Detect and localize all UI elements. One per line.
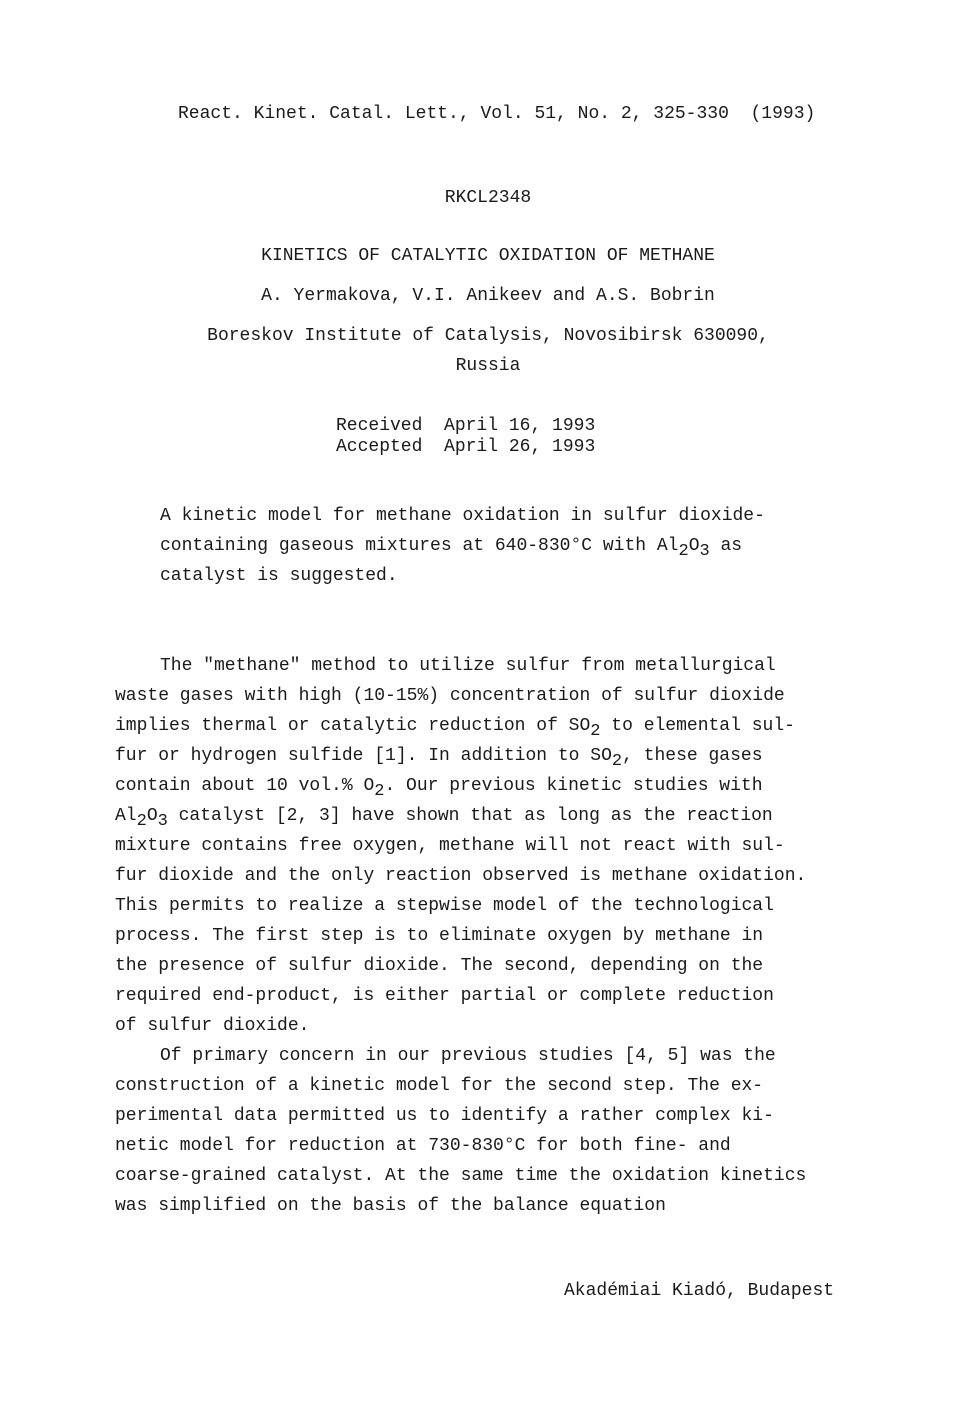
accepted-label: Accepted — [336, 437, 423, 457]
body-line: perimental data permitted us to identify a rather complex ki- — [115, 1106, 774, 1126]
received-date: April 16, 1993 — [444, 416, 596, 436]
abstract-line: containing gaseous mixtures at 640-830°C with $Al_2O_3$ as — [160, 536, 743, 561]
body-line: construction of a kinetic model for the second step. The ex- — [115, 1076, 764, 1096]
body-line: contain about 10 vol.% $O_2$. Our previous kinetic studies with — [115, 776, 763, 801]
body-line: fur or hydrogen sulfide [1]. In addition to $SO_2$, these gases — [115, 746, 763, 771]
paper-authors: A. Yermakova, V.I. Anikeev and A.S. Bobrin — [261, 286, 715, 306]
abstract-line: catalyst is suggested. — [160, 566, 398, 586]
body-line: was simplified on the basis of the balance equation — [115, 1196, 666, 1216]
publisher-footer: Akadémiai Kiadó, Budapest — [564, 1281, 835, 1301]
body-line: The "methane" method to utilize sulfur from metallurgical — [160, 656, 776, 676]
affiliation-line-1: Boreskov Institute of Catalysis, Novosibirsk 630090, — [207, 326, 769, 346]
body-line: fur dioxide and the only reaction observed is methane oxidation. — [115, 866, 807, 886]
body-line: coarse-grained catalyst. At the same time the oxidation kinetics — [115, 1166, 807, 1186]
affiliation-line-2: Russia — [455, 356, 521, 376]
body-line: Of primary concern in our previous studies [4, 5] was the — [160, 1046, 776, 1066]
received-label: Received — [336, 416, 423, 436]
body-line: waste gases with high (10-15%) concentration of sulfur dioxide — [115, 686, 785, 706]
body-line: the presence of sulfur dioxide. The second, depending on the — [115, 956, 764, 976]
article-code: RKCL2348 — [444, 188, 532, 208]
body-line: implies thermal or catalytic reduction of $SO_2$ to elemental sul- — [115, 716, 795, 741]
body-line: mixture contains free oxygen, methane will not react with sul- — [115, 836, 785, 856]
body-line: $Al_2O_3$ catalyst [2, 3] have shown that as long as the reaction — [115, 806, 773, 831]
journal-citation: React. Kinet. Catal. Lett., Vol. 51, No. 2, 325-330 (1993) — [178, 104, 816, 124]
abstract-line: A kinetic model for methane oxidation in sulfur dioxide- — [160, 506, 765, 526]
body-line: netic model for reduction at 730-830°C for both fine- and — [115, 1136, 731, 1156]
accepted-date: April 26, 1993 — [444, 437, 596, 457]
body-line: This permits to realize a stepwise model of the technological — [115, 896, 774, 916]
paper-title: KINETICS OF CATALYTIC OXIDATION OF METHANE — [261, 246, 715, 266]
received-accepted-dates — [336, 416, 595, 458]
body-line: process. The first step is to eliminate oxygen by methane in — [115, 926, 764, 946]
body-line: of sulfur dioxide. — [115, 1016, 310, 1036]
body-line: required end-product, is either partial or complete reduction — [115, 986, 774, 1006]
